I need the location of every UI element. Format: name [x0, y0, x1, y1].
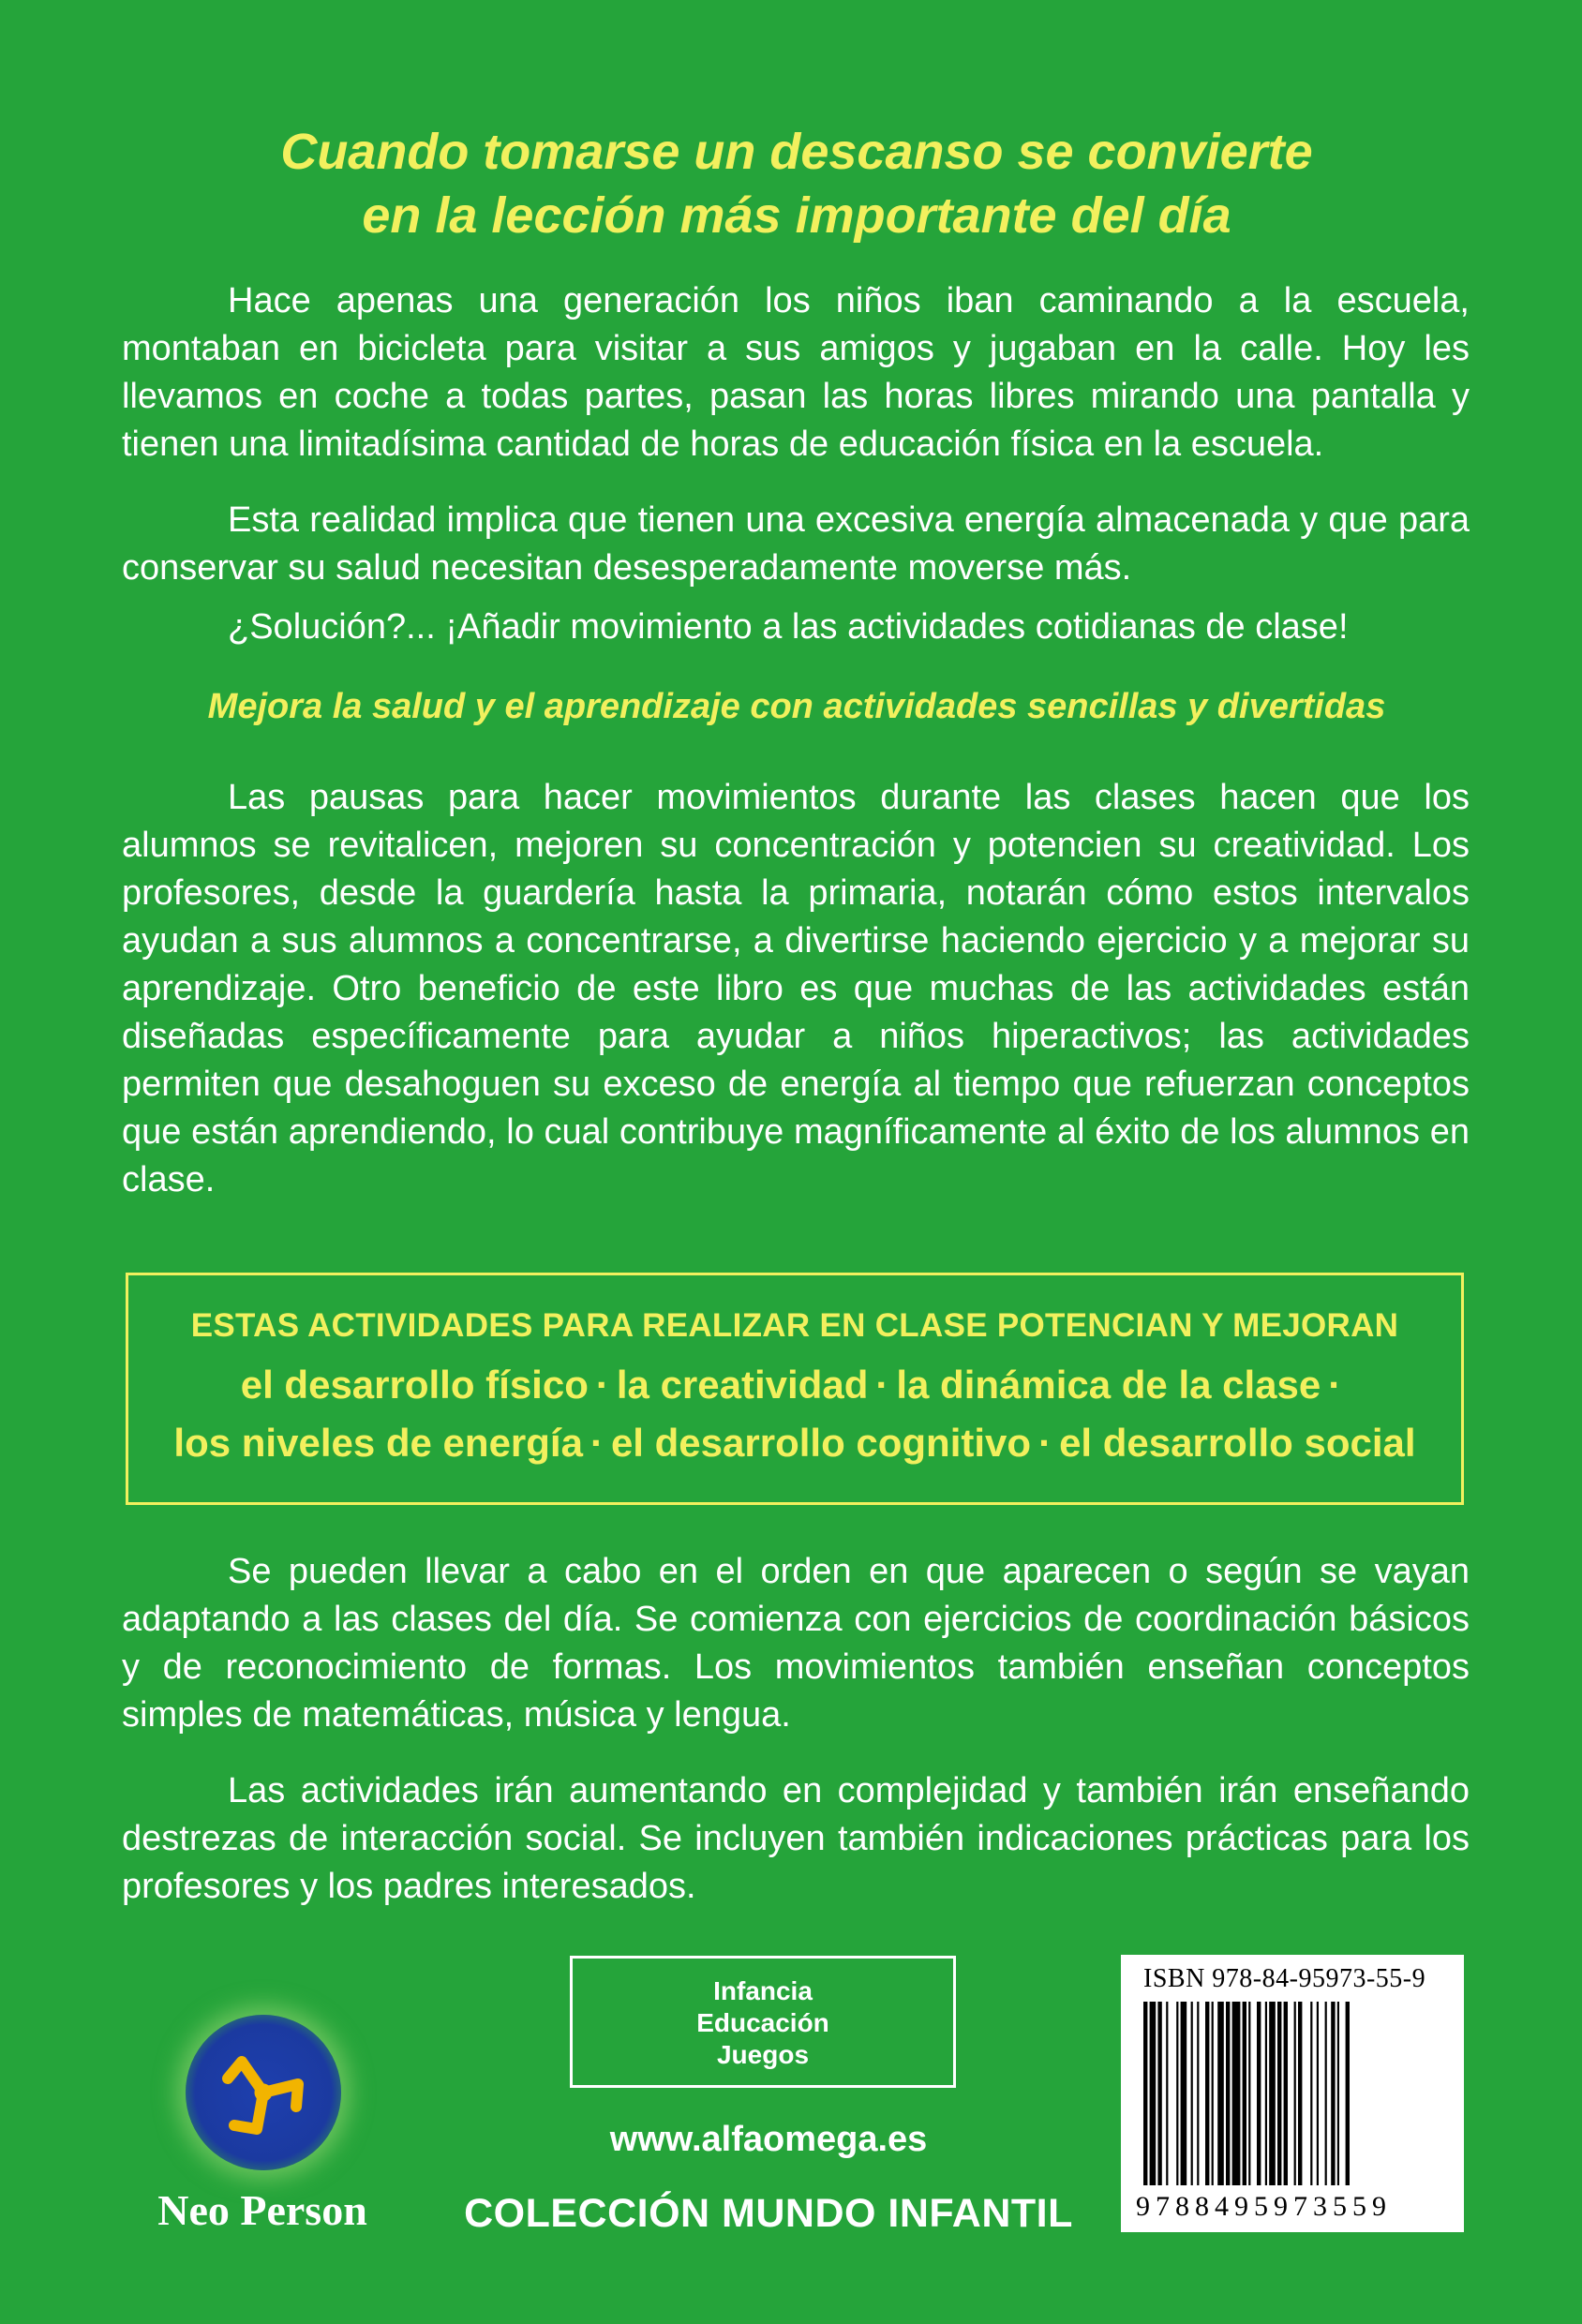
barcode-bar	[1150, 2002, 1157, 2185]
barcode-bar	[1257, 2002, 1261, 2185]
separator: ·	[1038, 1421, 1052, 1465]
benefits-line-2	[128, 1414, 1461, 1472]
barcode-bar	[1269, 2002, 1276, 2185]
category-item: Juegos	[716, 2040, 810, 2069]
barcode-bar	[1265, 2002, 1267, 2185]
barcode-bar	[1232, 2002, 1241, 2185]
benefit-item: los niveles de energía	[173, 1421, 583, 1465]
separator: ·	[875, 1363, 889, 1407]
benefit-item: el desarrollo social	[1059, 1421, 1416, 1465]
closing-paragraph-1: Se pueden llevar a cabo en el orden en que aparecen o según se vayan adaptando a las clases del día. Se comienza con ejercicios de coordinación básicos y de reconocimiento de formas. Los movimientos también enseñan conceptos simples de matemáticas, música y lengua.	[122, 1552, 1470, 1735]
benefits-line-1	[128, 1356, 1461, 1414]
barcode-bar	[1248, 2002, 1250, 2185]
benefit-item: la dinámica de la clase	[896, 1363, 1321, 1407]
benefit-item: el desarrollo cognitivo	[610, 1421, 1032, 1465]
barcode-bar	[1243, 2002, 1246, 2185]
barcode-bar	[1181, 2002, 1187, 2185]
benefit-item: el desarrollo físico	[240, 1363, 589, 1407]
barcode-bar	[1331, 2002, 1335, 2185]
intro-paragraph-2: Esta realidad implica que tienen una excesiva energía almacenada y que para conservar su salud necesitan desesperadamente moverse más.	[122, 500, 1470, 588]
website-link[interactable]: www.alfaomega.es	[609, 2120, 928, 2159]
category-item: Infancia	[713, 1976, 813, 2005]
barcode-bar	[1317, 2002, 1319, 2185]
isbn-barcode	[1121, 1955, 1464, 2232]
barcode-bar	[1191, 2002, 1193, 2185]
barcode-bar	[1298, 2002, 1302, 2185]
benefits-heading: ESTAS ACTIVIDADES PARA REALIZAR EN CLASE POTENCIAN Y MEJORAN	[190, 1307, 1399, 1344]
body-paragraph: Las pausas para hacer movimientos durante las clases hacen que los alumnos se revitalicen, mejoren su concentración y potencien su creatividad. Los profesores, desde la guardería hasta la primaria, notarán cómo estos intervalos ayudan a sus alumnos a concentrarse, a divertirse haciendo ejercicio y a mejorar su aprendizaje. Otro beneficio de este libro es que muchas de las actividades están diseñadas específicamente para ayudar a niños hiperactivos; las actividades permiten que desahoguen su exceso de energía al tiempo que refuerzan conceptos que están aprendiendo, lo cual contribuye magníficamente al éxito de los alumnos en clase.	[122, 778, 1470, 1199]
publisher-name: Neo Person	[157, 2186, 367, 2234]
title-line-1: Cuando tomarse un descanso se convierte	[280, 124, 1313, 180]
barcode-bar	[1310, 2002, 1312, 2185]
separator: ·	[595, 1363, 609, 1407]
intro-paragraph-1: Hace apenas una generación los niños iban caminando a la escuela, montaban en bicicleta para visitar a sus amigos y jugaban en la calle. Hoy les llevamos en coche a todas partes, pasan las horas libres mirando una pantalla y tienen una limitadísima cantidad de horas de educación física en la escuela.	[122, 281, 1470, 464]
collection-name: COLECCIÓN MUNDO INFANTIL	[464, 2191, 1073, 2236]
benefits-box	[126, 1273, 1464, 1505]
subheading: Mejora la salud y el aprendizaje con actividades sencillas y divertidas	[207, 687, 1386, 726]
barcode-bar	[1277, 2002, 1281, 2185]
barcode-bar	[1294, 2002, 1296, 2185]
barcode-bar	[1143, 2002, 1147, 2185]
barcode-bar	[1205, 2002, 1209, 2185]
barcode-bar	[1337, 2002, 1339, 2185]
barcode-bar	[1284, 2002, 1288, 2185]
closing-paragraph-2: Las actividades irán aumentando en complejidad y también irán enseñando destrezas de interacción social. Se incluyen también indicaciones prácticas para los profesores y los padres interesados.	[122, 1771, 1470, 1906]
barcode-bar	[1212, 2002, 1214, 2185]
intro-paragraph-3: ¿Solución?... ¡Añadir movimiento a las actividades cotidianas de clase!	[228, 607, 1349, 647]
barcode-bar	[1197, 2002, 1199, 2185]
title-line-2: en la lección más importante del día	[362, 187, 1231, 244]
benefit-item: la creatividad	[616, 1363, 869, 1407]
separator: ·	[1328, 1363, 1342, 1407]
barcode-bar	[1166, 2002, 1168, 2185]
barcode-bar	[1176, 2002, 1178, 2185]
triskelion-logo-svg	[186, 2015, 341, 2170]
triskelion-logo-icon	[186, 2015, 341, 2170]
separator: ·	[590, 1421, 604, 1465]
barcode-bar	[1325, 2002, 1327, 2185]
back-cover-title	[112, 120, 1481, 247]
barcode-bar	[1226, 2002, 1230, 2185]
category-item: Educación	[696, 2008, 829, 2037]
barcode-bar	[1157, 2002, 1161, 2185]
category-box	[570, 1956, 956, 2088]
barcode-bar	[1217, 2002, 1224, 2185]
barcode-bar	[1346, 2002, 1350, 2185]
barcode-digits: 9788495973559	[1136, 2191, 1392, 2222]
isbn-label: ISBN 978-84-95973-55-9	[1143, 1964, 1426, 1993]
